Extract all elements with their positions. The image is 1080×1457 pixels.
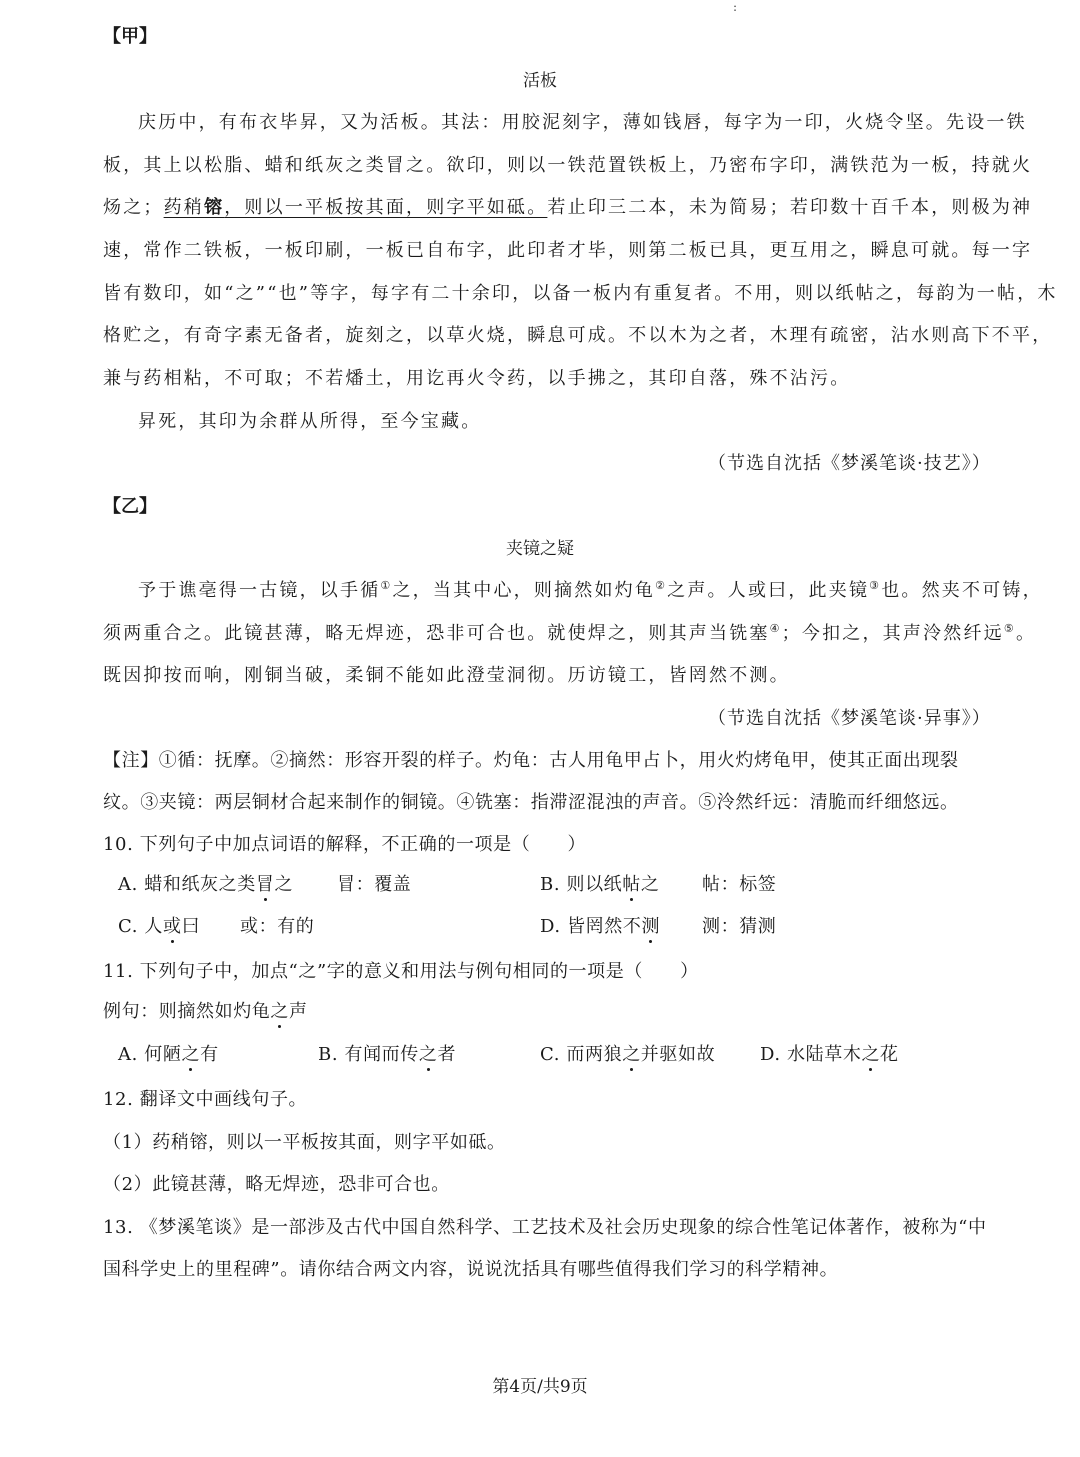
yi-line-2-part-c: 。 xyxy=(1015,623,1037,644)
yi-line-2-part-a: 须两重合之。此镜甚薄，略无焊迹，恐非可合也。就使焊之，则其声当铣塞 xyxy=(103,623,770,644)
q10-option-d xyxy=(540,912,660,938)
yi-line-1 xyxy=(138,576,1043,602)
notes-line-1: 【注】①循：抚摩。②摘然：形容开裂的样子。灼龟：古人用龟甲占卜，用火灼烤龟甲，使其正面出现裂 xyxy=(103,750,959,771)
q11-example-end: 声 xyxy=(289,1001,308,1022)
jia-line-8: 昇死，其印为余群从所得，至今宝藏。 xyxy=(138,411,482,432)
section-jia-tag: 【甲】 xyxy=(103,26,157,47)
q10-d-dotted: 测 xyxy=(641,916,661,937)
yi-line-3: 既因抑按而响，刚铜当破，柔铜不能如此澄莹洞彻。历访镜工，皆罔然不测。 xyxy=(103,665,790,686)
q11-stem: 11. 下列句子中，加点“之”字的意义和用法与例句相同的一项是（ ） xyxy=(103,961,699,982)
q10-c-text: C. 人 xyxy=(118,916,163,937)
jia-underlined-sentence xyxy=(164,197,548,218)
q10-a-text: A. 蜡和纸灰之类 xyxy=(118,874,256,895)
jia-title: 活板 xyxy=(523,71,557,91)
yi-line-1-part-c: 之声。人或曰，此夹镜 xyxy=(667,580,870,601)
q12-stem: 12. 翻译文中画线句子。 xyxy=(103,1089,308,1110)
q11-c-end: 并驱如故 xyxy=(640,1044,716,1065)
page-footer: 第4页/共9页 xyxy=(492,1377,588,1397)
q11-c-dotted: 之 xyxy=(622,1044,641,1065)
footnote-ref-3: ③ xyxy=(869,579,882,592)
yi-source: （节选自沈括《梦溪笔谈·异事》） xyxy=(708,708,991,729)
yi-line-1-part-b: 之，当其中心，则摘然如灼龟 xyxy=(392,580,656,601)
q11-option-c xyxy=(540,1040,715,1066)
yi-line-1-part-d: 也。然夹不可铸， xyxy=(881,580,1043,601)
q13-line-2: 国科学史上的里程碑”。请你结合两文内容，说说沈括具有哪些值得我们学习的科学精神。 xyxy=(103,1259,839,1280)
jia-line-3 xyxy=(103,193,1032,219)
underline-part-1: 药稍 xyxy=(163,197,205,218)
q10-option-d-explain: 测：猜测 xyxy=(702,916,777,937)
footnote-ref-5: ⑤ xyxy=(1003,622,1016,635)
footnote-ref-4: ④ xyxy=(769,622,782,635)
q10-option-a xyxy=(118,870,293,896)
footnote-ref-2: ② xyxy=(655,579,668,592)
jia-line-4: 速，常作二铁板，一板印刷，一板已自布字，此印者才毕，则第二板已具，更互用之，瞬息可就。每一字 xyxy=(103,240,1033,261)
section-yi-tag: 【乙】 xyxy=(103,496,157,517)
footnote-ref-1: ① xyxy=(380,579,393,592)
q12-sentence-2: （2）此镜甚薄，略无焊迹，恐非可合也。 xyxy=(103,1174,450,1195)
q11-d-dotted: 之 xyxy=(861,1044,881,1065)
q10-option-b-explain: 帖：标签 xyxy=(702,874,777,895)
q10-a-text-end: 之 xyxy=(274,874,294,895)
notes-line-2: 纹。③夹镜：两层铜材合起来制作的铜镜。④铣塞：指滞涩混浊的声音。⑤泠然纤远：清脆而纤细悠远。 xyxy=(103,792,959,813)
q13-line-1: 13. 《梦溪笔谈》是一部涉及古代中国自然科学、工艺技术及社会历史现象的综合性笔记体著作，被称为“中 xyxy=(103,1217,987,1238)
q10-option-c-explain: 或：有的 xyxy=(240,916,315,937)
jia-line-7: 兼与药相粘，不可取；不若燔土，用讫再火令药，以手拂之，其印自落，殊不沾污。 xyxy=(103,368,851,389)
q11-example xyxy=(103,997,308,1023)
underline-bold-char: 镕 xyxy=(204,197,225,218)
q11-b-end: 者 xyxy=(437,1044,457,1065)
q11-example-text: 例句：则摘然如灼龟 xyxy=(103,1001,271,1022)
q10-option-b xyxy=(540,870,660,896)
q11-a-end: 有 xyxy=(200,1044,219,1065)
jia-line-1: 庆历中，有布衣毕昇，又为活板。其法：用胶泥刻字，薄如钱唇，每字为一印，火烧令坚。先设一铁 xyxy=(138,112,1027,133)
q11-example-dotted: 之 xyxy=(270,1001,290,1022)
q11-a-text: A. 何陋 xyxy=(118,1044,182,1065)
underline-part-3: ，则以一平板按其面，则字平如砥。 xyxy=(224,197,548,218)
jia-line-3-start: 炀之； xyxy=(103,197,164,218)
jia-line-6: 格贮之，有奇字素无备者，旋刻之，以草火烧，瞬息可成。不以木为之者，木理有疏密，沾水则高下不平， xyxy=(103,325,1053,346)
yi-line-2 xyxy=(103,619,1036,645)
q10-b-text-end: 之 xyxy=(640,874,660,895)
q10-option-c xyxy=(118,912,200,938)
q11-a-dotted: 之 xyxy=(181,1044,201,1065)
q10-b-text: B. 则以纸 xyxy=(540,874,623,895)
q11-b-dotted: 之 xyxy=(418,1044,438,1065)
q10-b-dotted: 帖 xyxy=(622,874,641,895)
q11-b-text: B. 有闻而传 xyxy=(318,1044,419,1065)
jia-line-2: 板，其上以松脂、蜡和纸灰之类冒之。欲印，则以一铁范置铁板上，乃密布字印，满铁范为一板，持就火 xyxy=(103,155,1033,176)
q10-c-text-end: 曰 xyxy=(181,916,201,937)
q10-d-text: D. 皆罔然不 xyxy=(540,916,642,937)
q10-c-dotted: 或 xyxy=(162,916,182,937)
yi-line-1-part-a: 予于谯亳得一古镜，以手循 xyxy=(138,580,381,601)
page-mark: : xyxy=(733,0,738,14)
jia-line-3-end: 若止印三二本，未为简易；若印数十百千本，则极为神 xyxy=(547,197,1033,218)
yi-line-2-part-b: ；今扣之，其声泠然纤远 xyxy=(781,623,1004,644)
q10-option-a-explain: 冒：覆盖 xyxy=(337,874,412,895)
q11-c-text: C. 而两狼 xyxy=(540,1044,623,1065)
yi-title: 夹镜之疑 xyxy=(506,539,574,559)
q11-option-a xyxy=(118,1040,219,1066)
jia-source: （节选自沈括《梦溪笔谈·技艺》） xyxy=(708,453,991,474)
q12-sentence-1: （1）药稍镕，则以一平板按其面，则字平如砥。 xyxy=(103,1132,506,1153)
q11-option-d xyxy=(760,1040,899,1066)
q11-d-text: D. 水陆草木 xyxy=(760,1044,862,1065)
q11-option-b xyxy=(318,1040,456,1066)
q10-a-dotted: 冒 xyxy=(255,874,275,895)
jia-line-5: 皆有数印，如“之”“也”等字，每字有二十余印，以备一板内有重复者。不用，则以纸帖之，每韵为一帖，木 xyxy=(103,283,1058,304)
q11-d-end: 花 xyxy=(880,1044,899,1065)
q10-stem: 10. 下列句子中加点词语的解释，不正确的一项是（ ） xyxy=(103,834,587,855)
